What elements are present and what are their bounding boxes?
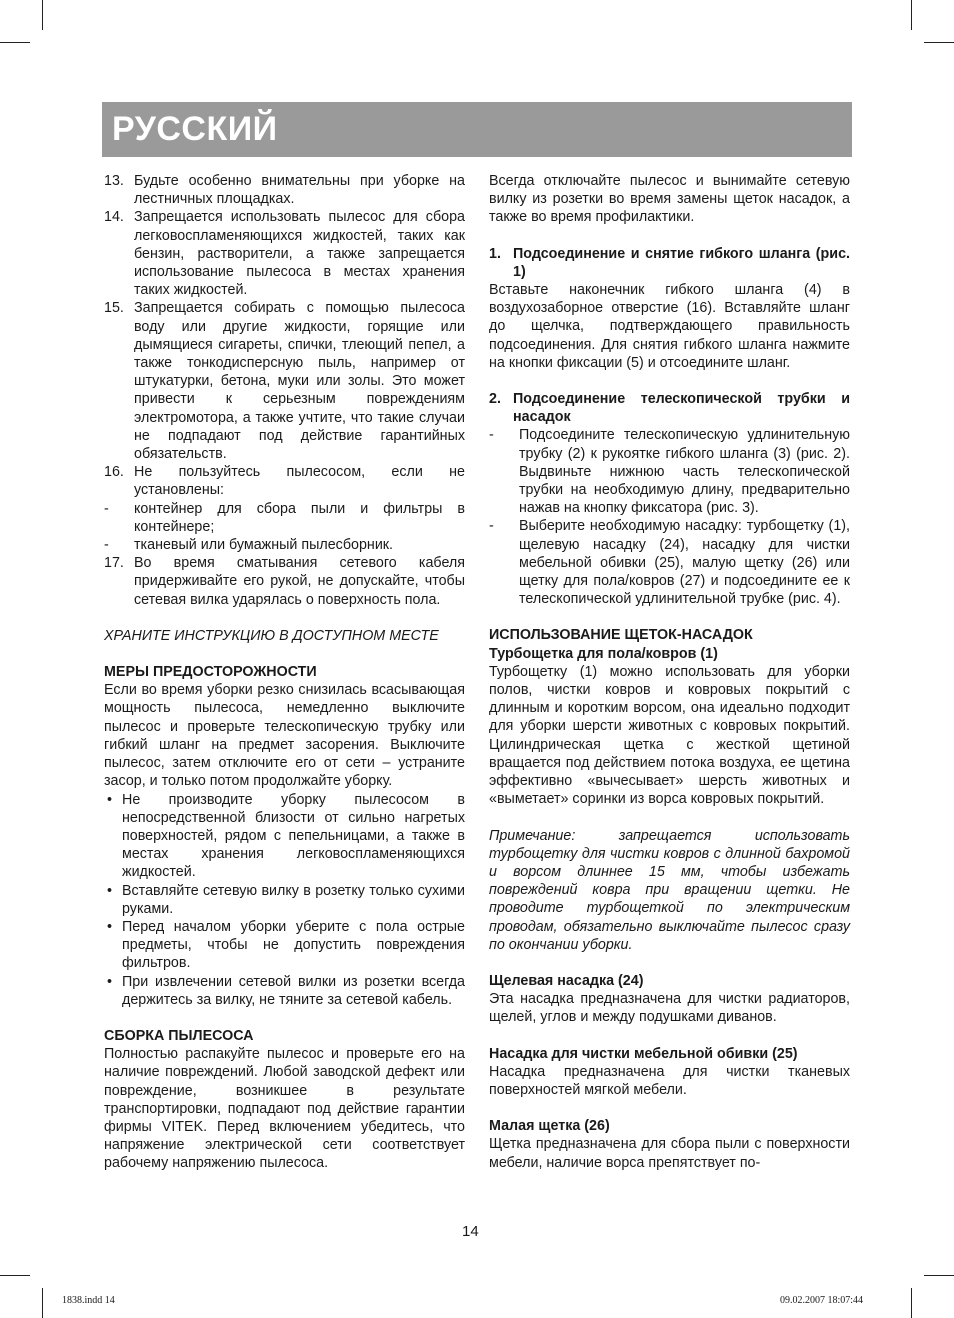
item-text: Запрещается собирать с помощью пылесоса воду или другие жидкости, горящие или дымящиеся сигареты, спички, тлеющий пепел, а также тонкодисперсную пыль, например от штукатурки, бетона, муки или золы. Это может привести к серьезным повреждениям электромотора, а также учтите, что такие случаи не подпадают под действие гарантийных обязательств. bbox=[134, 300, 465, 463]
footer-file: 1838.indd 14 bbox=[62, 1295, 115, 1306]
dash-marker: - bbox=[489, 518, 494, 535]
bullet-item bbox=[104, 882, 465, 918]
item-text: Запрещается использовать пылесос для сбора легковоспламеняющихся жидкостей, таких как бензин, растворители, а также запрещается использование пылесоса в местах хранения таких жидкостей. bbox=[134, 209, 465, 299]
subsection-heading: Насадка для чистки мебельной обивки (25) bbox=[489, 1045, 798, 1062]
note-paragraph: Примечание: запрещается использовать турбощетку для чистки ковров с длинной бахромой и ворсом длиннее 15 мм, чтобы избежать повреждений ковра при вращении щетки. Не проводите турбощеткой по электрическим проводам, обязательно выключайте пылесос сразу по окончании уборки. bbox=[489, 827, 850, 953]
subsection-heading: Щелевая насадка (24) bbox=[489, 972, 644, 989]
item-text: Вставляйте сетевую вилку в розетку только сухими руками. bbox=[122, 882, 465, 917]
item-text: Во время сматывания сетевого кабеля придерживайте его рукой, не допускайте, чтобы сетевая вилка ударялась о поверхность пола. bbox=[134, 555, 465, 608]
item-text: Перед началом уборки уберите с пола острые предметы, чтобы не допустить повреждения фильтров. bbox=[122, 918, 465, 972]
item-number: 16. bbox=[104, 464, 124, 481]
footer-datetime: 09.02.2007 18:07:44 bbox=[780, 1295, 864, 1306]
paragraph: Если во время уборки резко снизилась всасывающая мощность пылесоса, немедленно выключите пылесос и проверьте телескопическую трубку или гибкий шланг на предмет засорения. Выключите пылесос, затем отключите его от сети – устраните засор, и только потом продолжайте уборку. bbox=[104, 682, 465, 790]
bullet-item bbox=[104, 791, 465, 882]
section-heading: МЕРЫ ПРЕДОСТОРОЖНОСТИ bbox=[104, 664, 317, 681]
crop-mark bbox=[42, 0, 43, 30]
bullet-item bbox=[104, 973, 465, 1009]
right-column bbox=[489, 172, 850, 1172]
numbered-section-heading bbox=[489, 245, 850, 281]
crop-mark bbox=[924, 42, 954, 43]
dash-marker: - bbox=[104, 500, 109, 517]
subsection-heading: Малая щетка (26) bbox=[489, 1118, 610, 1135]
item-number: 17. bbox=[104, 555, 124, 572]
crop-mark bbox=[911, 0, 912, 30]
language-header bbox=[102, 102, 852, 157]
section-heading: СБОРКА ПЫЛЕСОСА bbox=[104, 1027, 254, 1044]
item-text: Будьте особенно внимательны при уборке на лестничных площадках. bbox=[134, 173, 465, 208]
paragraph: Всегда отключайте пылесос и вынимайте сетевую вилку из розетки во время замены щеток насадок, а также во время профилактики. bbox=[489, 173, 850, 226]
bullet-marker: • bbox=[107, 918, 113, 935]
item-number: 13. bbox=[104, 173, 124, 189]
subsection-heading: Турбощетка для пола/ковров (1) bbox=[489, 645, 718, 662]
list-item bbox=[104, 299, 465, 463]
paragraph: Щетка предназначена для сбора пыли с поверхности мебели, наличие ворса препятствует по- bbox=[489, 1136, 850, 1171]
section-title: Подсоединение телескопической трубки и насадок bbox=[513, 391, 850, 426]
dash-item bbox=[489, 517, 850, 608]
paragraph: Эта насадка предназначена для чистки радиаторов, щелей, углов и между подушками диванов. bbox=[489, 991, 850, 1026]
bullet-marker: • bbox=[107, 882, 113, 899]
crop-mark bbox=[0, 1275, 30, 1276]
list-item bbox=[104, 463, 465, 499]
section-number: 2. bbox=[489, 391, 501, 408]
dash-item bbox=[104, 500, 465, 536]
item-text: Выберите необходимую насадку: турбощетку (1), щелевую насадку (24), насадку для чистки мебельной обивки (25), малую щетку (26) или щетку для пола/ковров (27) и подсоедините ее к телескопической удлинительной трубке (рис. 4). bbox=[519, 518, 850, 608]
item-text: тканевый или бумажный пылесборник. bbox=[134, 537, 394, 554]
keep-instructions-note: ХРАНИТЕ ИНСТРУКЦИЮ В ДОСТУПНОМ МЕСТЕ bbox=[104, 627, 439, 644]
item-number: 15. bbox=[104, 300, 124, 317]
item-text: При извлечении сетевой вилки из розетки всегда держитесь за вилку, не тяните за сетевой кабель. bbox=[122, 973, 465, 1008]
dash-marker: - bbox=[104, 537, 109, 554]
dash-marker: - bbox=[489, 427, 494, 444]
item-text: контейнер для сбора пыли и фильтры в контейнере; bbox=[134, 500, 465, 535]
item-text: Подсоедините телескопическую удлинительную трубку (2) к рукоятке гибкого шланга (3) (рис. 2). Выдвиньте нижнюю часть телескопической трубки на необходимую длину, предварительно нажав на кнопку фиксатора (рис. 3). bbox=[519, 427, 850, 517]
crop-mark bbox=[0, 42, 30, 43]
paragraph: Насадка предназначена для чистки тканевых поверхностей мягкой мебели. bbox=[489, 1063, 850, 1098]
section-title: Подсоединение и снятие гибкого шланга (рис. 1) bbox=[513, 245, 850, 280]
bullet-marker: • bbox=[107, 973, 113, 990]
list-item bbox=[104, 208, 465, 299]
list-item bbox=[104, 172, 465, 208]
left-column bbox=[104, 172, 465, 1173]
paragraph: Вставьте наконечник гибкого шланга (4) в воздухозаборное отверстие (16). Вставляйте шланг до щелчка, подтверждающего правильность подсоединения. Для снятия гибкого шланга нажмите на кнопки фиксации (5) и отсоедините шланг. bbox=[489, 282, 850, 371]
section-number: 1. bbox=[489, 245, 501, 262]
paragraph: Турбощетку (1) можно использовать для уборки полов, чистки ковров и ковровых покрытий с длинным и коротким ворсом, она идеально подходит для уборки шерсти животных с ковровых покрытий. Цилиндрическая щетка с жесткой щетиной вращается под действием потока воздуха, ее щетина эффективно «вычесывает» шерсть животных и «выметает» соринки из ворса ковровых покрытий. bbox=[489, 663, 850, 808]
item-text: Не пользуйтесь пылесосом, если не установлены: bbox=[134, 464, 465, 499]
dash-item bbox=[489, 426, 850, 517]
crop-mark bbox=[911, 1288, 912, 1318]
bullet-item bbox=[104, 918, 465, 973]
crop-mark bbox=[42, 1288, 43, 1318]
crop-mark bbox=[924, 1275, 954, 1276]
bullet-marker: • bbox=[107, 791, 113, 808]
item-text: Не производите уборку пылесосом в непосредственной близости от сильно нагретых поверхностей, рядом с пепельницами, а также в местах хранения легковоспламеняющихся жидкостей. bbox=[122, 791, 465, 881]
section-heading: ИСПОЛЬЗОВАНИЕ ЩЕТОК-НАСАДОК bbox=[489, 627, 753, 644]
page-number: 14 bbox=[462, 1223, 479, 1240]
item-number: 14. bbox=[104, 209, 124, 226]
paragraph: Полностью распакуйте пылесос и проверьте его на наличие повреждений. Любой заводской дефект или повреждение, возникшее в результате транспортировки, подпадают под действие гарантии фирмы VITEK. Перед включением убедитесь, что напряжение электрической сети соответствует рабочему напряжению пылесоса. bbox=[104, 1046, 465, 1172]
page-title: РУССКИЙ bbox=[112, 110, 278, 148]
dash-item bbox=[104, 536, 465, 554]
list-item bbox=[104, 554, 465, 609]
numbered-section-heading bbox=[489, 390, 850, 426]
